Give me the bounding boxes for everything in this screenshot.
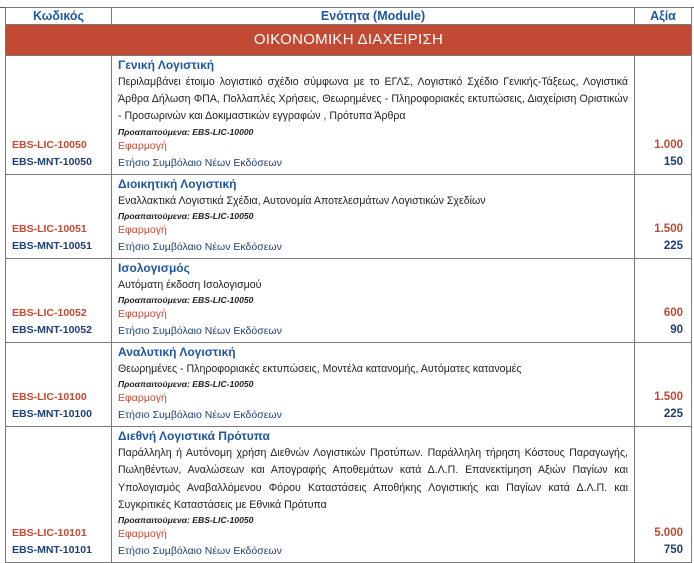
module-description: Παράλληλη ή Αυτόνομη χρήση Διεθνών Λογιστικών Προτύπων. Παράλληλη τήρηση Κόστους Παραγωγής, Πωληθέντων, Αναλώσεων και Απογραφής Αποθεμάτων κατά Δ.Λ.Π. Επανεκτίμηση Αξιών Παγίων και Υπολογισμός Αναβαλλόμενου Φόρου Καταστάσεις Αποθήκης Λογιστικής και Παγίων κατά Δ.Λ.Π. και Συγκριτικές Καταστάσεις με Εθνικά Πρότυπα: [118, 447, 628, 511]
table-row: [6, 427, 692, 563]
module-title: Διεθνή Λογιστικά Πρότυπα: [118, 429, 270, 444]
maintenance-price: 150: [663, 155, 683, 168]
module-prerequisites: Προαπαιτούμενα: EBS-LIC-10050: [118, 210, 254, 221]
license-label: Εφαρμογή: [118, 139, 167, 152]
price-cell: [635, 427, 692, 563]
license-label: Εφαρμογή: [118, 392, 167, 405]
license-price: 600: [663, 307, 683, 320]
section-row: [6, 25, 692, 56]
codes-cell: [6, 427, 112, 563]
maintenance-price: 225: [663, 408, 683, 421]
section-title: ΟΙΚΟΝΟΜΙΚΗ ΔΙΑΧΕΙΡΙΣΗ: [6, 25, 692, 56]
header-code: Κωδικός: [6, 8, 112, 25]
maintenance-code: EBS-MNT-10101: [12, 544, 92, 557]
module-prerequisites: Προαπαιτούμενα: EBS-LIC-10000: [118, 126, 254, 137]
table-row: [6, 174, 692, 258]
maintenance-code: EBS-MNT-10052: [12, 324, 92, 337]
module-cell: [112, 174, 635, 258]
license-price: 1.500: [654, 222, 683, 235]
price-cell: [635, 174, 692, 258]
license-label: Εφαρμογή: [118, 308, 167, 321]
price-cell: [635, 56, 692, 175]
maintenance-label: Ετήσιο Συμβόλαιο Νέων Εκδόσεων: [118, 545, 282, 558]
maintenance-label: Ετήσιο Συμβόλαιο Νέων Εκδόσεων: [118, 325, 282, 338]
price-cell: [635, 343, 692, 427]
module-description: Περιλαμβάνει έτοιμο λογιστικό σχέδιο σύμφωνα με το ΕΓΛΣ, Λογιστικό Σχέδιο Γενικής-Τάξεως, Λογιστικά Άρθρα Δήλωση ΦΠΑ, Πολλαπλές Χρήσεις, Θεωρημένες - Πληροφοριακές εκτυπώσεις, Διαχείριση Οριστικών - Προσωρινών και Δοκιμαστικών εγγραφών , Πρότυπα Άρθρα: [118, 76, 628, 123]
table-row: [6, 56, 692, 175]
price-list-table: [5, 7, 692, 563]
license-code: EBS-LIC-10101: [12, 527, 87, 540]
codes-cell: [6, 174, 112, 258]
license-code: EBS-LIC-10052: [12, 307, 87, 320]
codes-cell: [6, 56, 112, 175]
table-row: [6, 343, 692, 427]
module-title: Αναλυτική Λογιστική: [118, 345, 236, 360]
header-row: [6, 8, 692, 25]
module-title: Ισολογισμός: [118, 260, 190, 275]
license-price: 1.500: [654, 391, 683, 404]
maintenance-label: Ετήσιο Συμβόλαιο Νέων Εκδόσεων: [118, 240, 282, 253]
table-row: [6, 258, 692, 342]
module-description: Εναλλακτικά Λογιστικά Σχέδια, Αυτονομία Αποτελεσμάτων Λογιστικών Σχεδίων: [118, 194, 486, 207]
codes-cell: [6, 258, 112, 342]
license-price: 5.000: [654, 527, 683, 540]
module-cell: [112, 258, 635, 342]
maintenance-price: 225: [663, 239, 683, 252]
module-title: Διοικητική Λογιστική: [118, 176, 237, 191]
license-label: Εφαρμογή: [118, 528, 167, 541]
maintenance-label: Ετήσιο Συμβόλαιο Νέων Εκδόσεων: [118, 409, 282, 422]
maintenance-label: Ετήσιο Συμβόλαιο Νέων Εκδόσεων: [118, 156, 282, 169]
module-prerequisites: Προαπαιτούμενα: EBS-LIC-10050: [118, 515, 254, 526]
license-code: EBS-LIC-10051: [12, 222, 87, 235]
license-code: EBS-LIC-10100: [12, 391, 87, 404]
maintenance-price: 90: [670, 324, 683, 337]
license-label: Εφαρμογή: [118, 223, 167, 236]
module-prerequisites: Προαπαιτούμενα: EBS-LIC-10050: [118, 379, 254, 390]
maintenance-code: EBS-MNT-10051: [12, 239, 92, 252]
module-title: Γενική Λογιστική: [118, 58, 215, 72]
maintenance-code: EBS-MNT-10100: [12, 408, 92, 421]
license-code: EBS-LIC-10050: [12, 138, 87, 151]
module-description: Θεωρημένες - Πληροφοριακές εκτυπώσεις, Μοντέλα κατανομής, Αυτόματες κατανομές: [118, 363, 522, 376]
module-cell: [112, 56, 635, 175]
price-cell: [635, 258, 692, 342]
module-prerequisites: Προαπαιτούμενα: EBS-LIC-10050: [118, 295, 254, 306]
header-value: Αξία: [635, 8, 692, 25]
license-price: 1.000: [654, 138, 683, 151]
maintenance-code: EBS-MNT-10050: [12, 155, 92, 168]
codes-cell: [6, 343, 112, 427]
maintenance-price: 750: [663, 544, 683, 557]
header-module: Ενότητα (Module): [112, 8, 635, 25]
module-description: Αυτόματη έκδοση Ισολογισμού: [118, 278, 262, 291]
module-cell: [112, 427, 635, 563]
module-cell: [112, 343, 635, 427]
